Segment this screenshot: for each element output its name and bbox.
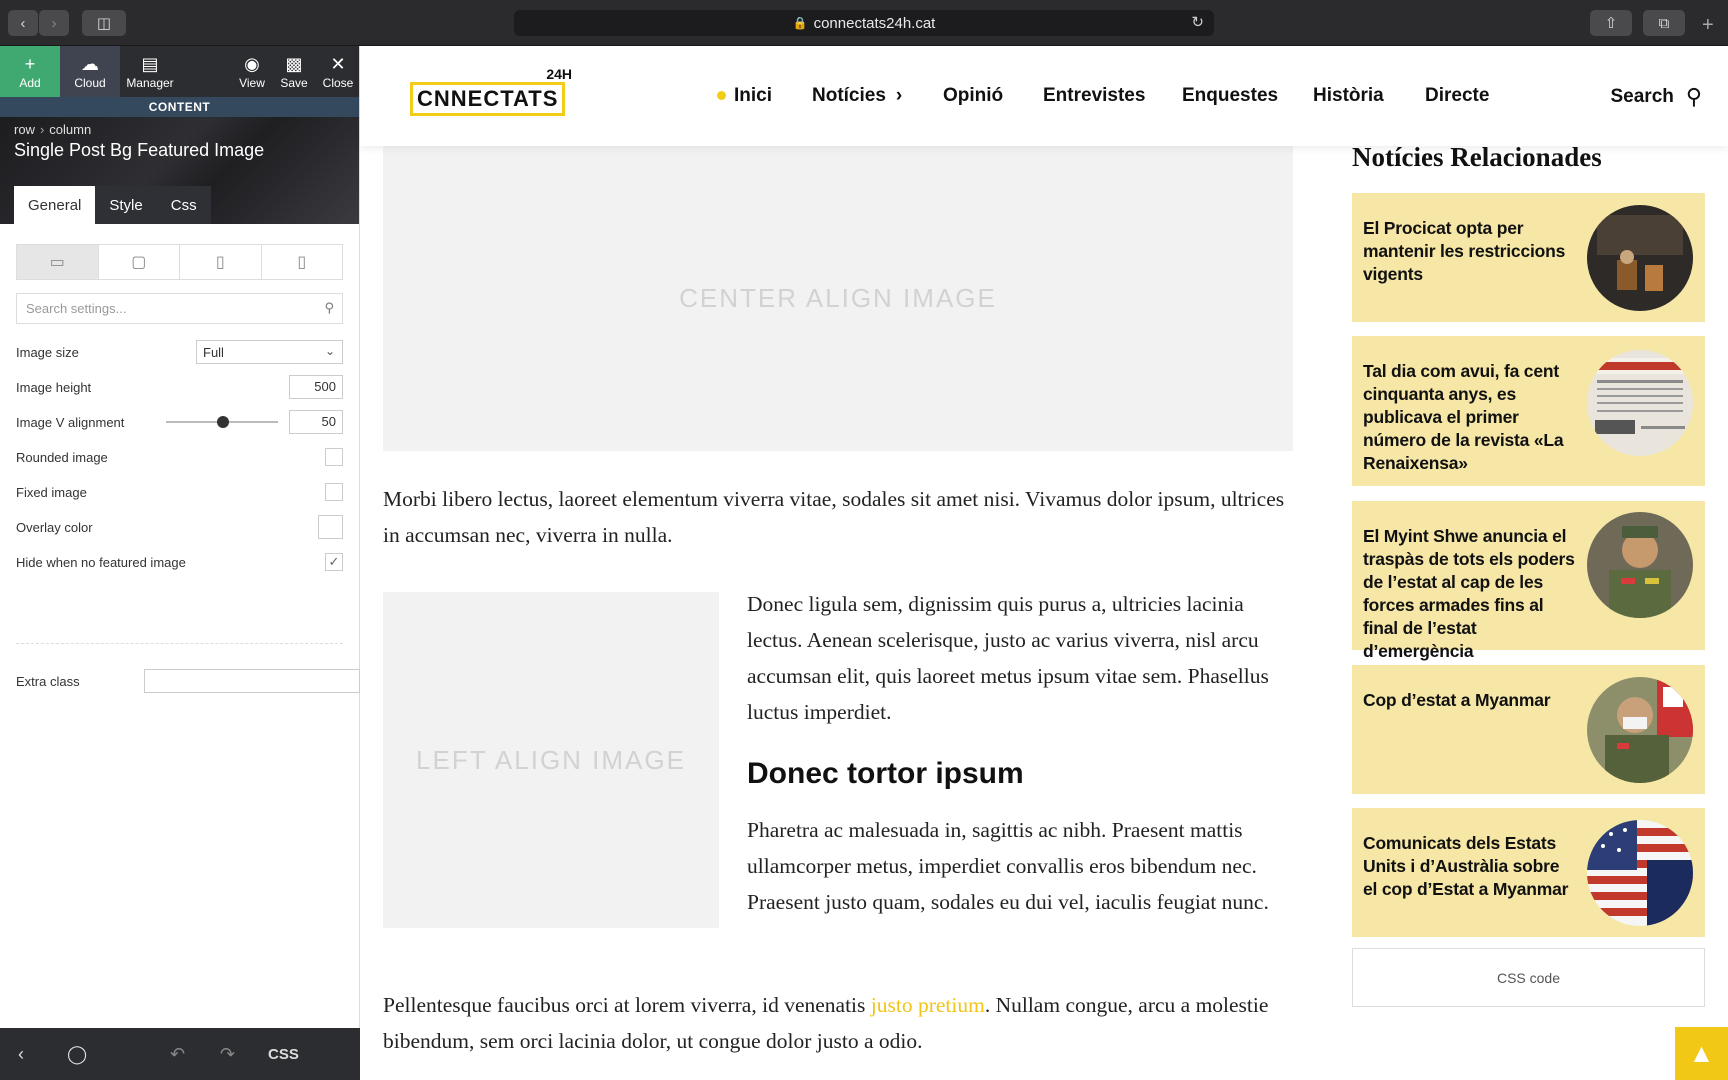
close-button[interactable]: ✕ Close xyxy=(322,54,354,90)
cloud-icon: ☁ xyxy=(81,54,99,74)
extra-class-input[interactable] xyxy=(144,669,360,693)
tab-general[interactable]: General xyxy=(14,186,95,224)
search-settings-input[interactable]: Search settings... ⚲ xyxy=(16,293,343,324)
rounded-image-checkbox[interactable] xyxy=(325,448,343,466)
chevron-right-icon: › xyxy=(895,85,903,106)
extra-class-row: Extra class xyxy=(16,666,346,696)
tabs-icon: ⧉ xyxy=(1658,14,1670,32)
hide-no-featured-row: Hide when no featured image ✓ xyxy=(16,547,346,577)
add-button[interactable]: + Add xyxy=(0,46,60,97)
news-thumbnail[interactable] xyxy=(1587,677,1693,783)
news-thumbnail[interactable] xyxy=(1587,820,1693,926)
news-thumbnail[interactable] xyxy=(1587,350,1693,456)
logo-24h: 24H xyxy=(546,66,572,82)
share-icon: ⇧ xyxy=(1604,15,1618,32)
article-paragraph-1: Morbi libero lectus, laoreet elementum viverra vitae, sodales sit amet nisi. Vivamus dolor ipsum, ultrices in accumsan nec, viverra in nulla. xyxy=(383,487,1285,547)
breadcrumb-column[interactable]: column xyxy=(49,122,92,137)
back-button[interactable]: ‹ xyxy=(8,10,38,36)
article-paragraph-4: Pellentesque faucibus orci at lorem viverra, id venenatis justo pretium. Nullam congue, arcu a molestie bibendum, sem orci lacinia dolor, ut congue dolor justo a odio. xyxy=(383,993,1269,1053)
editor-bottom-bar xyxy=(0,1028,360,1080)
manager-icon: ▤ xyxy=(141,54,159,74)
editor-panel xyxy=(0,46,360,1080)
related-news-card[interactable] xyxy=(1352,501,1705,661)
view-button[interactable]: ◉ View xyxy=(239,54,265,90)
left-align-image: LEFT ALIGN IMAGE xyxy=(383,592,719,928)
css-code-block[interactable]: CSS code xyxy=(1352,948,1705,1007)
site-logo[interactable] xyxy=(410,66,572,118)
breadcrumb-row[interactable]: row xyxy=(14,122,35,137)
related-news-title-5[interactable]: Comunicats dels Estats Units i d’Austràlia sobre el cop d’Estat a Myanmar xyxy=(1363,833,1569,899)
arrow-up-icon: ▲ xyxy=(1688,1038,1715,1068)
sidebar-icon: ◫ xyxy=(96,15,112,32)
new-tab-button[interactable]: + xyxy=(1702,14,1714,36)
image-size-row: Image size Full ⌄ xyxy=(16,337,346,367)
article-heading: Donec tortor ipsum xyxy=(747,757,1024,790)
redo-icon[interactable]: ↷ xyxy=(220,1043,236,1064)
manager-button[interactable]: ▤ Manager xyxy=(126,54,174,90)
phone-icon[interactable]: ▯ xyxy=(297,254,307,271)
save-icon: ▩ xyxy=(285,54,303,74)
related-news-title-2[interactable]: Tal dia com avui, fa cent cinquanta anys, es publicava el primer número de la revista «La Renaixensa» xyxy=(1363,361,1564,473)
nav-item-inici[interactable]: Inici xyxy=(717,85,772,107)
image-v-alignment-row: Image V alignment 50 xyxy=(16,407,346,437)
active-dot-icon xyxy=(717,91,726,100)
settings-divider xyxy=(16,643,343,644)
rounded-image-row: Rounded image xyxy=(16,442,346,472)
related-news-title-1[interactable]: El Procicat opta per mantenir les restriccions vigents xyxy=(1363,218,1566,284)
overlay-color-row: Overlay color xyxy=(16,512,346,542)
nav-item-noticies[interactable]: Notícies › xyxy=(812,85,903,106)
section-label: CONTENT xyxy=(0,97,359,117)
image-height-row: Image height 500 xyxy=(16,372,346,402)
undo-icon[interactable]: ↶ xyxy=(170,1043,186,1064)
plus-icon: + xyxy=(24,54,36,74)
reload-icon[interactable]: ↻ xyxy=(1191,14,1204,31)
close-icon: ✕ xyxy=(330,54,346,74)
search-icon: ⚲ xyxy=(1685,84,1702,109)
sidebar-toggle-button[interactable] xyxy=(82,10,126,36)
related-news-card[interactable] xyxy=(1352,808,1705,937)
eye-icon: ◉ xyxy=(244,54,260,74)
related-news-title-3[interactable]: El Myint Shwe anuncia el traspàs de tots els poders de l’estat al cap de les forces armades fins al final de l’estat d’emergència xyxy=(1363,526,1575,661)
cloud-button[interactable]: ☁ Cloud xyxy=(60,46,120,97)
tab-css[interactable]: Css xyxy=(157,186,211,224)
chevron-down-icon: ⌄ xyxy=(324,344,335,358)
fixed-image-checkbox[interactable] xyxy=(325,483,343,501)
nav-item-opinio[interactable]: Opinió xyxy=(943,85,1004,106)
related-news-card[interactable] xyxy=(1352,665,1705,794)
related-news-card[interactable] xyxy=(1352,336,1705,486)
back-icon[interactable]: ‹ xyxy=(18,1043,24,1064)
nav-item-enquestes[interactable]: Enquestes xyxy=(1182,85,1279,106)
logo-wordmark: CNNECTATS xyxy=(410,82,565,116)
panel-title: Single Post Bg Featured Image xyxy=(14,140,265,160)
article-paragraph-2: Donec ligula sem, dignissim quis purus a, ultricies lacinia lectus. Aenean scelerisque, justo ac varius viverra, nisl arcu accumsan elit, quis laoreet metus ipsum vitae sem. Phasellus luctus imperdiet. xyxy=(747,592,1269,724)
css-button[interactable]: CSS xyxy=(268,1045,299,1063)
scroll-to-top-button[interactable] xyxy=(1675,1027,1728,1080)
image-v-alignment-slider[interactable] xyxy=(166,421,278,423)
nav-item-historia[interactable]: Història xyxy=(1313,85,1384,106)
panel-tabs xyxy=(14,186,211,224)
address-bar[interactable] xyxy=(514,10,1214,36)
center-align-image: CENTER ALIGN IMAGE xyxy=(383,146,1293,451)
tablet-portrait-icon[interactable]: ▯ xyxy=(180,245,262,279)
share-button[interactable] xyxy=(1590,10,1632,36)
related-news-card[interactable] xyxy=(1352,193,1705,322)
nav-item-directe[interactable]: Directe xyxy=(1425,85,1490,106)
breadcrumb xyxy=(14,122,91,137)
tabs-button[interactable] xyxy=(1643,10,1685,36)
panel-header xyxy=(0,117,359,224)
fixed-image-row: Fixed image xyxy=(16,477,346,507)
image-size-select[interactable]: Full ⌄ xyxy=(196,340,343,364)
justo-pretium-link[interactable]: justo pretium xyxy=(870,993,985,1017)
image-height-input[interactable]: 500 xyxy=(289,375,343,399)
device-switcher xyxy=(16,244,343,280)
related-news-title-4[interactable]: Cop d’estat a Myanmar xyxy=(1363,690,1551,710)
overlay-color-picker[interactable] xyxy=(318,515,343,539)
breadcrumb-separator-icon: › xyxy=(39,122,45,137)
news-thumbnail[interactable] xyxy=(1587,512,1693,618)
home-icon[interactable]: ◯ xyxy=(67,1043,88,1064)
desktop-icon[interactable]: ▭ xyxy=(17,245,99,279)
slider-handle[interactable] xyxy=(217,416,229,428)
hide-no-featured-checkbox[interactable] xyxy=(325,553,343,571)
lock-icon: 🔒 xyxy=(792,16,808,30)
site-search-button[interactable]: Search ⚲ xyxy=(1610,84,1702,109)
article-paragraph-3: Pharetra ac malesuada in, sagittis ac nibh. Praesent mattis ullamcorper metus, imperdiet convallis eros bibendum nec. Praesent justo quam, sodales eu dui vel, iaculis feugiat nunc. xyxy=(747,818,1269,914)
editor-toolbar xyxy=(0,46,359,97)
tablet-landscape-icon[interactable]: ▢ xyxy=(99,245,181,279)
image-v-alignment-input[interactable]: 50 xyxy=(289,410,343,434)
related-news-title: Notícies Relacionades xyxy=(1352,142,1602,172)
tab-style[interactable]: Style xyxy=(95,186,156,224)
forward-button[interactable]: › xyxy=(39,10,69,36)
search-icon: ⚲ xyxy=(324,300,334,315)
checkmark-icon: ✓ xyxy=(328,554,340,569)
news-thumbnail[interactable] xyxy=(1587,205,1693,311)
site-header xyxy=(360,46,1728,146)
nav-item-entrevistes[interactable]: Entrevistes xyxy=(1043,85,1146,106)
url-text: connectats24h.cat xyxy=(813,14,936,32)
save-button[interactable]: ▩ Save xyxy=(280,54,308,90)
browser-chrome xyxy=(0,0,1728,46)
